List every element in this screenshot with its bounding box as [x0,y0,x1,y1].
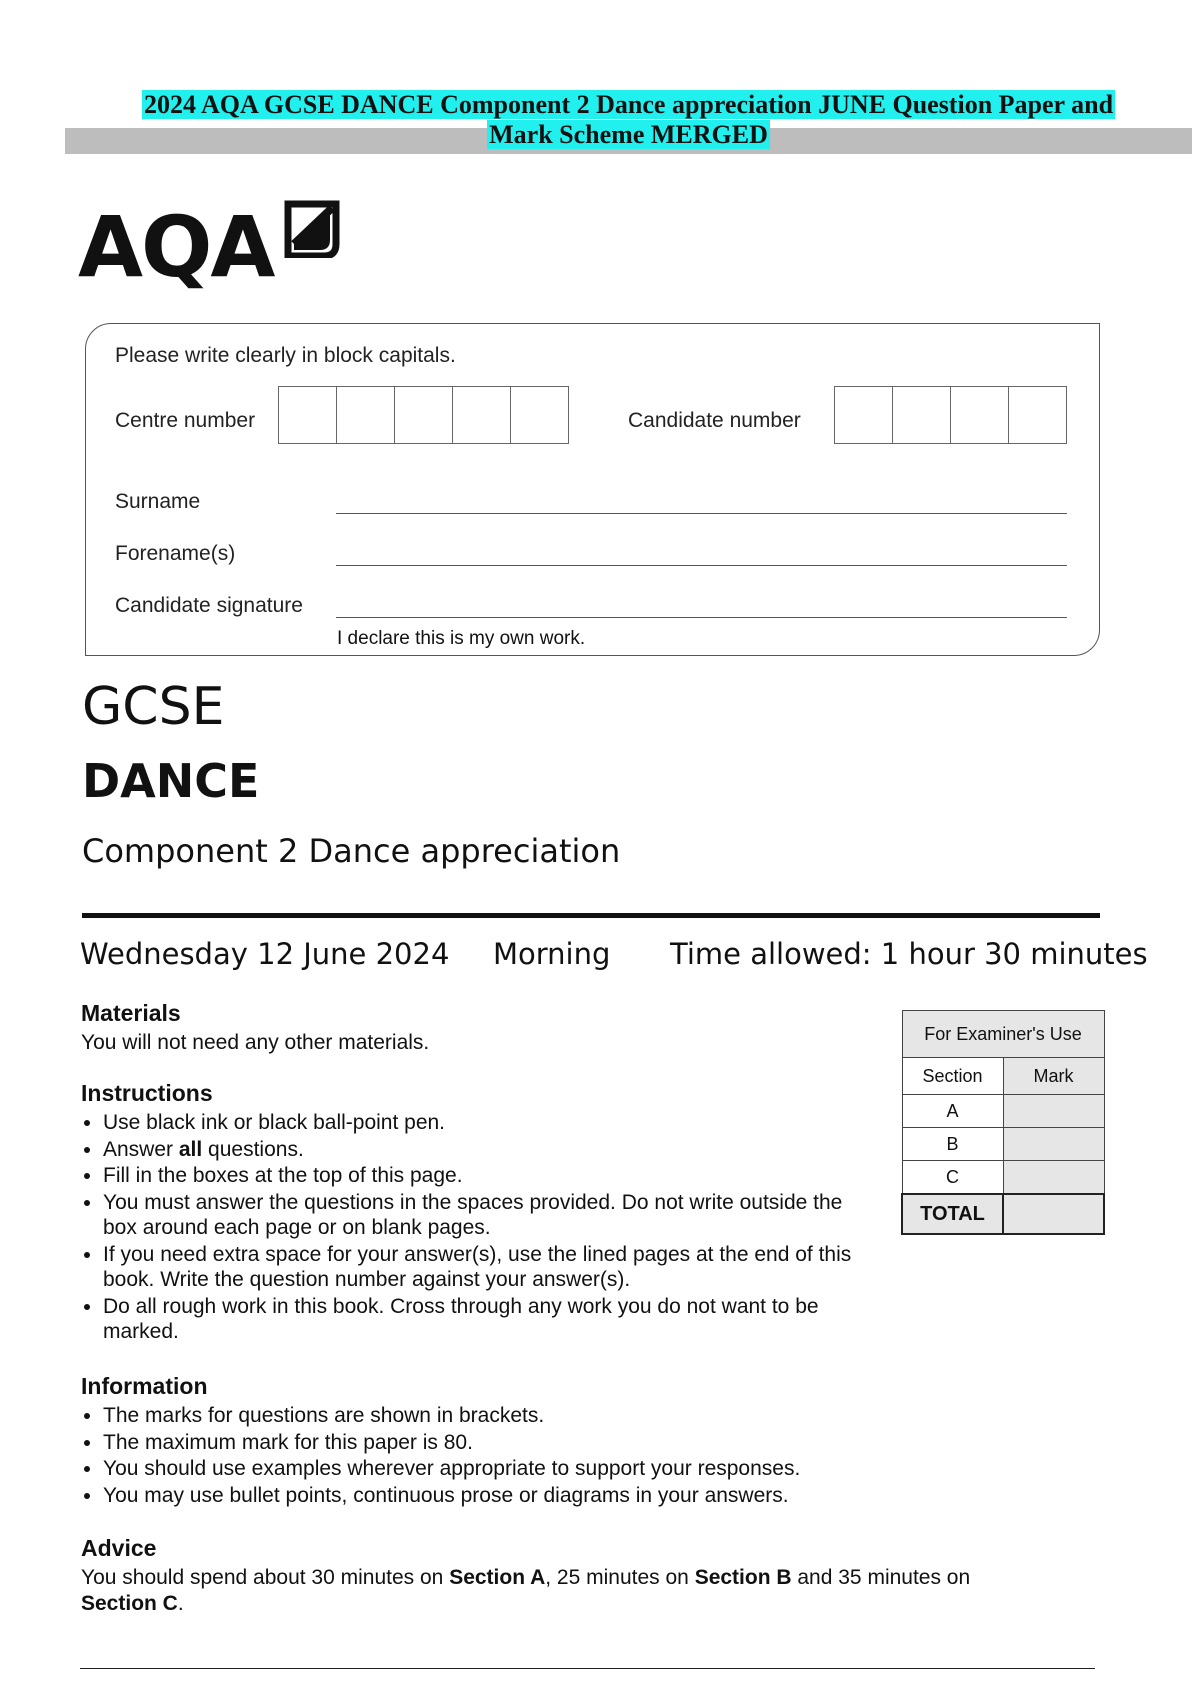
section-column-header: Section [902,1058,1003,1095]
instruction-item: • If you need extra space for your answer(s), use the lined pages at the end of this book. Write the question number against your answer(s). [103,1242,861,1293]
information-list [81,1403,901,1509]
total-label: TOTAL [902,1194,1003,1234]
time-allowed: Time allowed: 1 hour 30 minutes [670,937,1148,971]
forenames-label: Forename(s) [115,542,236,565]
examiners-use-table [901,1010,1105,1235]
advice-text-part: . [177,1592,184,1615]
centre-number-box[interactable] [453,387,511,443]
instructions-heading: Instructions [81,1080,213,1106]
candidate-number-box[interactable] [1009,387,1066,443]
mark-column-header: Mark [1003,1058,1104,1095]
mark-cell [1003,1128,1104,1161]
exam-session: Morning [493,937,611,971]
aqa-logo-text: AQA [78,198,274,296]
advice-heading: Advice [81,1535,157,1561]
instruction-item: • Fill in the boxes at the top of this page. [103,1163,861,1189]
candidate-number-boxes[interactable] [834,386,1067,444]
mark-cell [1003,1161,1104,1195]
candidate-number-box[interactable] [893,387,951,443]
surname-field[interactable] [336,513,1067,514]
advice-section-b: Section B [694,1566,792,1589]
instruction-text: Answer [103,1137,179,1161]
own-work-declaration: I declare this is my own work. [337,628,586,649]
subject-title: DANCE [82,754,260,808]
advice-text [81,1565,1001,1617]
centre-number-box[interactable] [279,387,337,443]
materials-text: You will not need any other materials. [81,1031,430,1054]
section-label: B [902,1128,1003,1161]
information-heading: Information [81,1373,208,1399]
title-line-2: Mark Scheme MERGED [489,120,768,149]
exam-date: Wednesday 12 June 2024 [80,937,450,971]
instruction-item [103,1137,861,1163]
centre-number-box[interactable] [511,387,568,443]
information-item: • The maximum mark for this paper is 80. [103,1430,901,1456]
information-item: • The marks for questions are shown in brackets. [103,1403,901,1429]
information-item: • You may use bullet points, continuous prose or diagrams in your answers. [103,1483,901,1509]
advice-text-part: You should spend about 30 minutes on [81,1566,450,1589]
surname-label: Surname [115,490,201,513]
materials-heading: Materials [81,1000,181,1026]
advice-section-a: Section A [449,1566,546,1589]
candidate-signature-field[interactable] [336,617,1067,618]
title-line-1: 2024 AQA GCSE DANCE Component 2 Dance appreciation JUNE Question Paper and [143,90,1114,119]
qualification-title: GCSE [82,677,225,737]
title-divider [82,913,1100,918]
section-label: C [902,1161,1003,1195]
instruction-text: questions. [202,1137,304,1161]
instruction-item: • You must answer the questions in the spaces provided. Do not write outside the box around each page or on blank pages. [103,1190,861,1241]
candidate-number-box[interactable] [835,387,893,443]
mark-cell [1003,1095,1104,1128]
centre-number-box[interactable] [337,387,395,443]
candidate-number-box[interactable] [951,387,1009,443]
aqa-logo-mark-icon [284,200,340,263]
total-mark-cell [1003,1194,1104,1234]
advice-text-part: , 25 minutes on [545,1566,695,1589]
candidate-number-label: Candidate number [628,409,801,432]
instruction-emphasis: all [178,1137,203,1161]
centre-number-box[interactable] [395,387,453,443]
instruction-item: • Do all rough work in this book. Cross through any work you do not want to be marked. [103,1294,861,1345]
document-title [65,90,1192,150]
advice-section-c: Section C [81,1592,178,1615]
component-title: Component 2 Dance appreciation [82,832,621,870]
instructions-list [81,1110,861,1346]
centre-number-boxes[interactable] [278,386,569,444]
forenames-field[interactable] [336,565,1067,566]
section-label: A [902,1095,1003,1128]
block-capitals-instruction: Please write clearly in block capitals. [115,344,456,367]
bottom-rule [80,1668,1095,1669]
instruction-item: • Use black ink or black ball-point pen. [103,1110,861,1136]
information-item: • You should use examples wherever appropriate to support your responses. [103,1456,901,1482]
advice-text-part: and 35 minutes on [791,1566,971,1589]
candidate-signature-label: Candidate signature [115,594,303,617]
examiners-use-title: For Examiner's Use [902,1011,1104,1058]
centre-number-label: Centre number [115,409,256,432]
